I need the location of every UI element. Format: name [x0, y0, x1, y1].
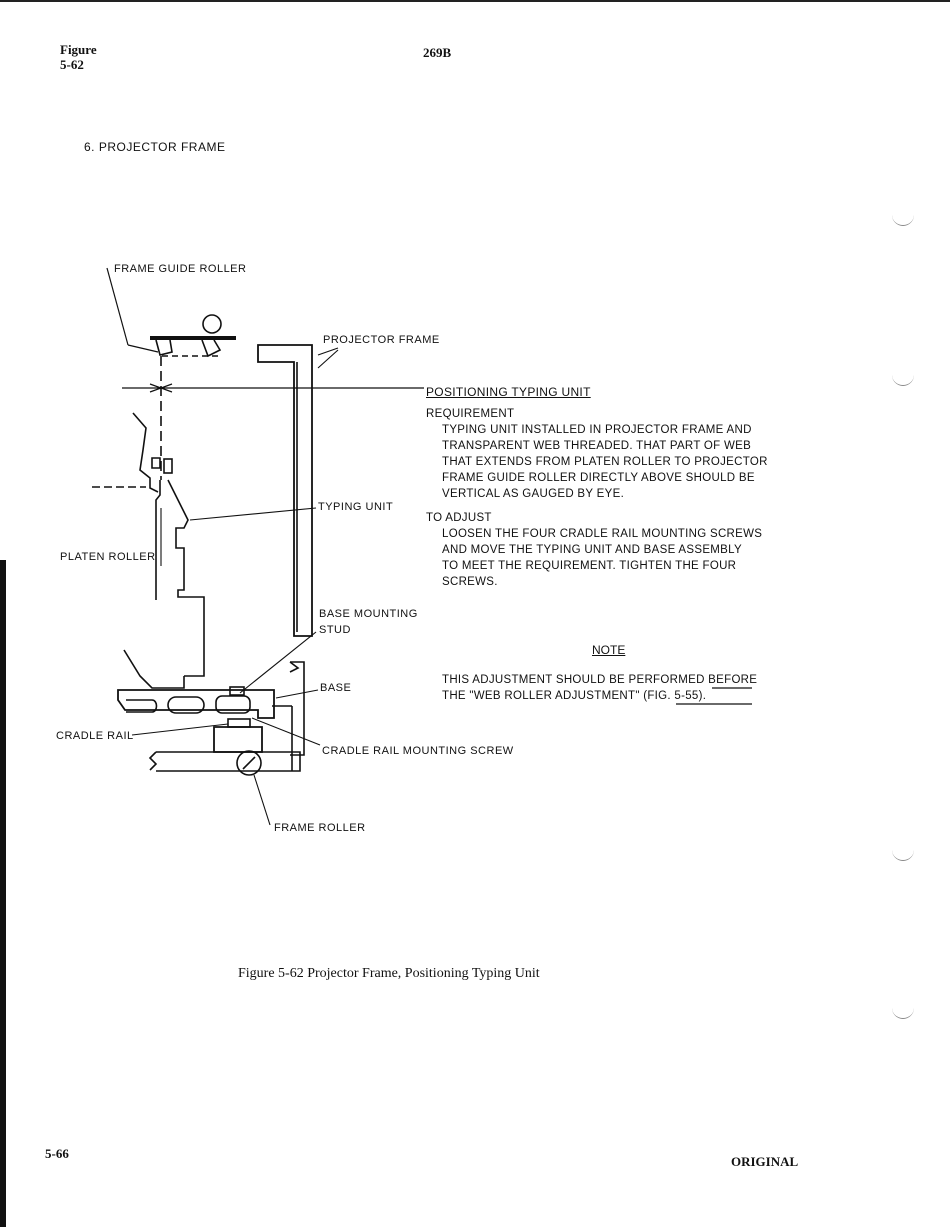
page-number: 5-66 — [45, 1146, 69, 1161]
procedure-block — [426, 384, 806, 590]
label-frame-guide-roller: FRAME GUIDE ROLLER — [114, 263, 247, 275]
status-original: ORIGINAL — [731, 1154, 799, 1169]
requirement-label: REQUIREMENT — [426, 408, 515, 420]
note-line-1: THIS ADJUSTMENT SHOULD BE PERFORMED BEFORE — [442, 674, 758, 686]
leader-lines — [132, 348, 338, 825]
projector-frame-drawing — [258, 345, 312, 755]
label-typing-unit: TYPING UNIT — [318, 501, 394, 513]
label-frame-roller: FRAME ROLLER — [274, 822, 366, 834]
label-cradle-rail-mounting-screw: CRADLE RAIL MOUNTING SCREW — [322, 745, 514, 757]
figure-label: Figure — [60, 42, 97, 57]
note-line-2: THE "WEB ROLLER ADJUSTMENT" (FIG. 5-55). — [442, 690, 707, 702]
to-adjust-label: TO ADJUST — [426, 512, 492, 524]
doc-code: 269B — [423, 45, 452, 60]
figure-number: 5-62 — [60, 57, 84, 72]
section-title: 6. PROJECTOR FRAME — [84, 140, 226, 154]
figure-caption: Figure 5-62 Projector Frame, Positioning Typing Unit — [238, 966, 540, 981]
label-base-mounting-stud-1: BASE MOUNTING — [319, 608, 418, 620]
base-drawing — [118, 687, 300, 775]
label-cradle-rail: CRADLE RAIL — [56, 730, 134, 742]
label-projector-frame: PROJECTOR FRAME — [323, 334, 440, 346]
label-base: BASE — [320, 682, 352, 694]
note-title: NOTE — [592, 643, 626, 657]
label-base-mounting-stud-2: STUD — [319, 624, 351, 636]
frame-guide-roller-drawing — [107, 268, 236, 356]
procedure-heading: POSITIONING TYPING UNIT — [426, 385, 591, 399]
label-platen-roller: PLATEN ROLLER — [60, 551, 156, 563]
to-adjust-text: LOOSEN THE FOUR CRADLE RAIL MOUNTING SCREWS AND MOVE THE TYPING UNIT AND BASE ASSEMBLY TO MEET THE REQUIREMENT. TIGHTEN THE FOUR SCREWS. — [442, 528, 763, 588]
requirement-text: TYPING UNIT INSTALLED IN PROJECTOR FRAME AND TRANSPARENT WEB THREADED. THAT PART OF WEB THAT EXTENDS FROM PLATEN ROLLER TO PROJECTOR FRAME GUIDE ROLLER DIRECTLY ABOVE SHOULD BE VERTICAL AS GAUGED BY EYE. — [442, 424, 768, 500]
